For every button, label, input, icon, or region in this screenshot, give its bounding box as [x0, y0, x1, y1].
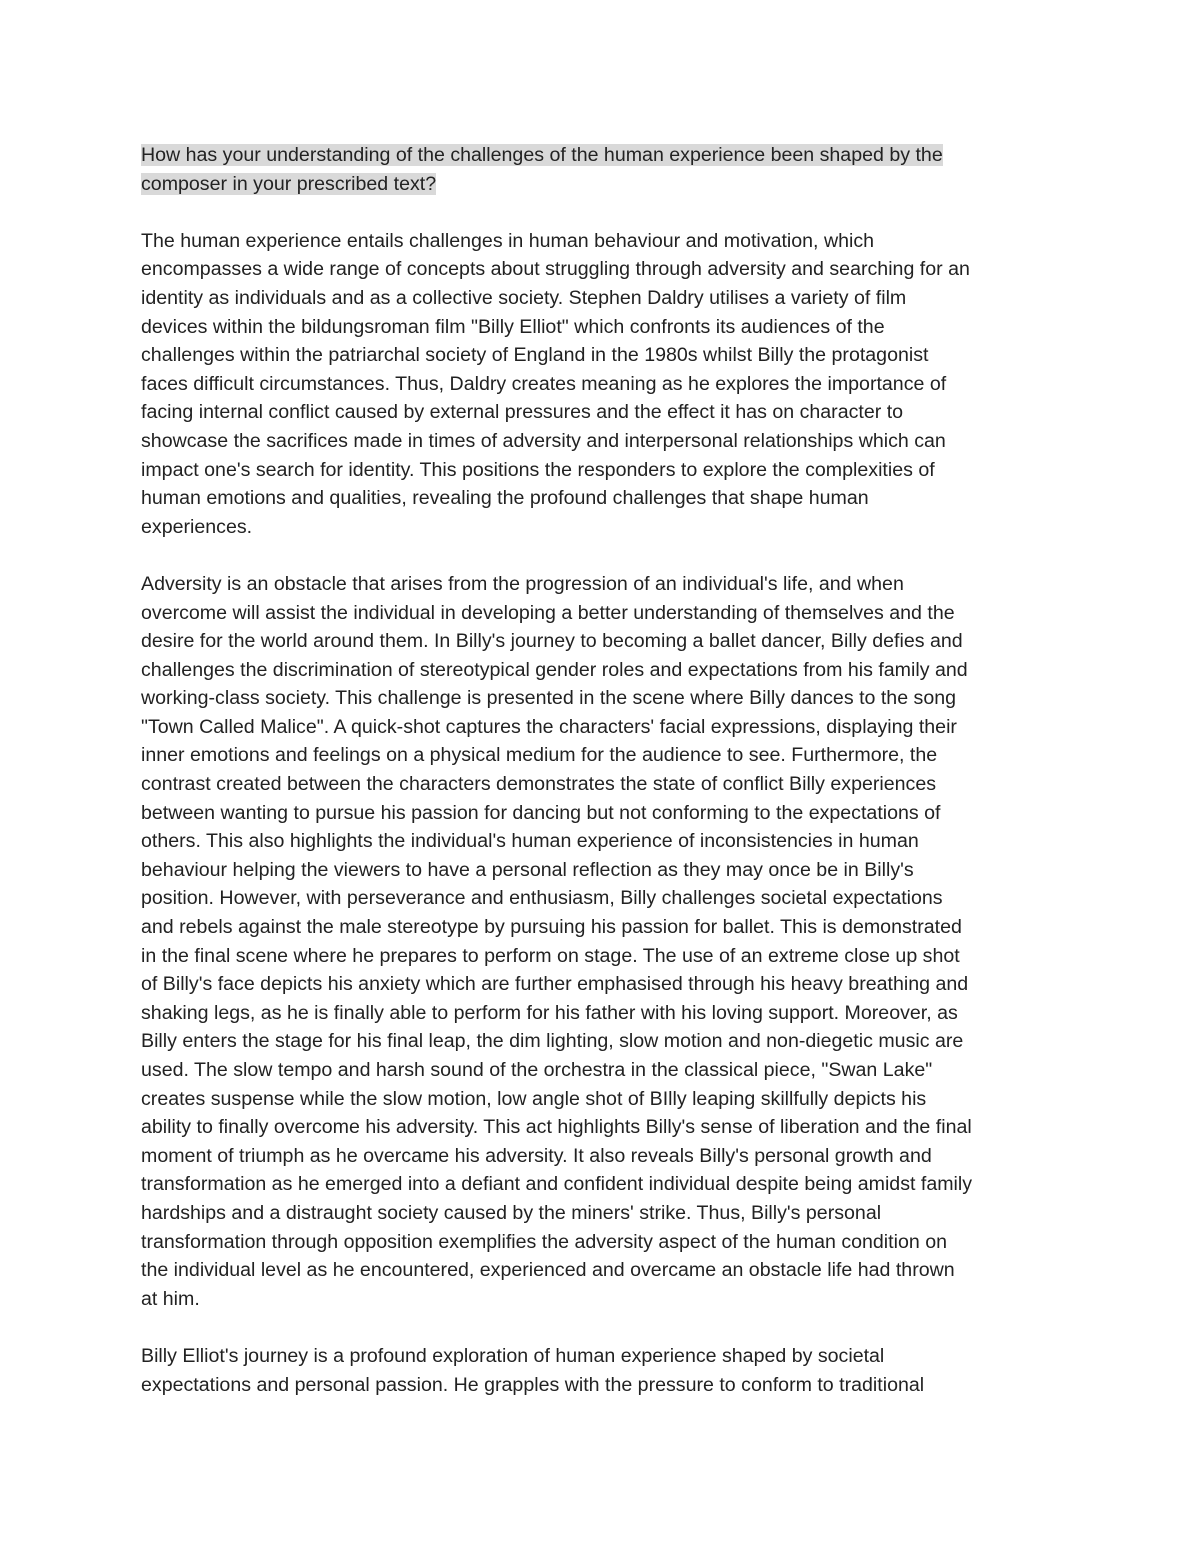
paragraph-line: identity as individuals and as a collective society. Stephen Daldry utilises a variety of film [141, 286, 907, 309]
paragraph-line: Billy enters the stage for his final leap, the dim lighting, slow motion and non-diegetic music are [141, 1030, 964, 1053]
question-line [141, 170, 1061, 199]
paragraph-line: overcome will assist the individual in developing a better understanding of themselves and the [141, 601, 955, 624]
paragraph-line: transformation as he emerged into a defiant and confident individual despite being amidst family [141, 1173, 973, 1196]
paragraph-line: inner emotions and feelings on a physical medium for the audience to see. Furthermore, the [141, 744, 938, 767]
document-body [141, 141, 1061, 1399]
paragraph-line: shaking legs, as he is finally able to perform for his father with his loving support. Moreover, as [141, 1001, 958, 1024]
paragraph-line: challenges within the patriarchal society of England in the 1980s whilst Billy the protagonist [141, 344, 929, 367]
paragraph-line: used. The slow tempo and harsh sound of the orchestra in the classical piece, "Swan Lake" [141, 1059, 933, 1081]
paragraph [141, 227, 1061, 542]
paragraph-line: the individual level as he encountered, experienced and overcame an obstacle life had thrown [141, 1259, 955, 1282]
essay-paragraphs [141, 227, 1061, 1399]
question-highlight: How has your understanding of the challenges of the human experience been shaped by the [141, 144, 943, 166]
question-line [141, 141, 1061, 170]
paragraph-line: between wanting to pursue his passion for dancing but not conforming to the expectations of [141, 801, 941, 824]
paragraph-line: faces difficult circumstances. Thus, Daldry creates meaning as he explores the importance of [141, 372, 947, 395]
paragraph-line: contrast created between the characters demonstrates the state of conflict Billy experiences [141, 773, 937, 796]
question-highlight: composer in your prescribed text? [141, 172, 437, 195]
paragraph-line: behaviour helping the viewers to have a personal reflection as they may once be in Billy's [141, 858, 914, 881]
paragraph-spacer [141, 198, 1061, 227]
paragraph-line: working-class society. This challenge is presented in the scene where Billy dances to the song [141, 687, 957, 710]
paragraph [141, 1342, 1061, 1399]
paragraph-line: ability to finally overcome his adversity. This act highlights Billy's sense of liberation and the final [141, 1116, 972, 1139]
paragraph-line: The human experience entails challenges in human behaviour and motivation, which [141, 229, 875, 252]
paragraph-line: moment of triumph as he overcame his adversity. It also reveals Billy's personal growth and [141, 1144, 932, 1167]
paragraph-line: desire for the world around them. In Billy's journey to becoming a ballet dancer, Billy defies and [141, 630, 963, 653]
paragraph-line: Billy Elliot's journey is a profound exploration of human experience shaped by societal [141, 1344, 885, 1367]
paragraph-line: expectations and personal passion. He grapples with the pressure to conform to traditional [141, 1373, 925, 1396]
paragraph-line: hardships and a distraught society caused by the miners' strike. Thus, Billy's personal [141, 1201, 882, 1224]
paragraph-line: showcase the sacrifices made in times of adversity and interpersonal relationships which can [141, 429, 946, 452]
paragraph-spacer [141, 1313, 1061, 1342]
paragraph-line: devices within the bildungsroman film "Billy Elliot" which confronts its audiences of the [141, 315, 885, 338]
paragraph-line: and rebels against the male stereotype by pursuing his passion for ballet. This is demonstrated [141, 916, 962, 939]
paragraph-line: at him. [141, 1287, 200, 1310]
paragraph-line: position. However, with perseverance and enthusiasm, Billy challenges societal expectations [141, 887, 943, 910]
paragraph-line: challenges the discrimination of stereotypical gender roles and expectations from his family and [141, 658, 968, 681]
paragraph-line: creates suspense while the slow motion, low angle shot of BIlly leaping skillfully depicts his [141, 1087, 927, 1110]
paragraph-line: of Billy's face depicts his anxiety which are further emphasised through his heavy breathing and [141, 973, 969, 996]
paragraph-line: human emotions and qualities, revealing the profound challenges that shape human [141, 487, 869, 510]
essay-question [141, 141, 1061, 198]
paragraph [141, 570, 1061, 1313]
paragraph-line: experiences. [141, 515, 253, 538]
paragraph-line: encompasses a wide range of concepts about struggling through adversity and searching for an [141, 258, 970, 281]
paragraph-line: others. This also highlights the individual's human experience of inconsistencies in human [141, 830, 919, 853]
paragraph-line: Adversity is an obstacle that arises from the progression of an individual's life, and when [141, 572, 904, 595]
paragraph-spacer [141, 541, 1061, 570]
paragraph-line: impact one's search for identity. This positions the responders to explore the complexities of [141, 458, 935, 481]
paragraph-line: "Town Called Malice". A quick-shot captures the characters' facial expressions, displaying their [141, 715, 957, 738]
paragraph-line: in the final scene where he prepares to perform on stage. The use of an extreme close up shot [141, 944, 960, 967]
paragraph-line: transformation through opposition exemplifies the adversity aspect of the human condition on [141, 1230, 947, 1253]
paragraph-line: facing internal conflict caused by external pressures and the effect it has on character to [141, 401, 904, 424]
